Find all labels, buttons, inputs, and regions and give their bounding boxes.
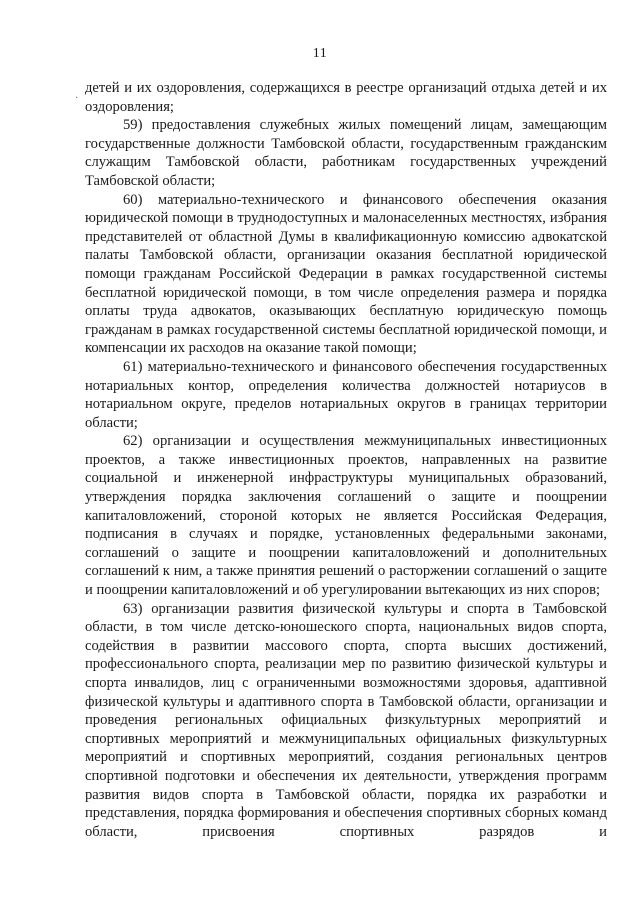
list-item-60: 60) материально-технического и финансового обеспечения оказания юридической помощи в труднодоступных и малонаселенных местностях, избрания представителей от областной Думы в квалификационную комиссию адвокатской палаты Тамбовской области, организации оказания бесплатной юридической помощи гражданам Российской Федерации в рамках государственной системы бесплатной юридической помощи, в том числе определения размера и порядка оплаты труда адвокатов, оказывающих бесплатную юридическую помощь гражданам в рамках государственной системы бесплатной юридической помощи, и компенсации их расходов на оказание такой помощи; [85, 191, 607, 357]
list-item-59: 59) предоставления служебных жилых помещений лицам, замещающим государственные должности Тамбовской области, государственным гражданским служащим Тамбовской области, работникам государственных учреждений Тамбовской области; [85, 117, 607, 189]
list-item-61: 61) материально-технического и финансового обеспечения государственных нотариальных контор, определения количества должностей нотариусов в нотариальном округе, пределов нотариальных округов в границах территории области; [85, 358, 607, 431]
list-item-63: 63) организации развития физической культуры и спорта в Тамбовской области, в том числе детско-юношеского спорта, национальных видов спорта, содействия в развитии массового спорта, спорта высших достижений, профессионального спорта, реализации мер по развитию физической культуры и спорта инвалидов, лиц с ограниченными возможностями здоровья, адаптивной физической культуры и адаптивного спорта в Тамбовской области, организации и проведения региональных официальных физкультурных мероприятий и спортивных мероприятий и межмуниципальных официальных физкультурных мероприятий и спортивных мероприятий, создания региональных центров спортивной подготовки и обеспечения их деятельности, утверждения программ развития видов спорта в Тамбовской области, порядка их разработки и представления, порядка формирования и обеспечения спортивных сборных команд области, присвоения спортивных разрядов и [85, 600, 607, 840]
list-item-62: 62) организации и осуществления межмуниципальных инвестиционных проектов, а также инвестиционных проектов, направленных на развитие социальной и инженерной инфраструктуры муниципальных образований, утверждения порядка заключения соглашений о защите и поощрении капиталовложений, стороной которых не является Российская Федерация, подписания в случаях и порядке, установленных федеральными законами, соглашений о защите и поощрении капиталовложений и дополнительных соглашений к ним, а также принятия решений о расторжении соглашений о защите и поощрении капиталовложений и об урегулировании вытекающих из них споров; [85, 433, 607, 599]
paragraph-continuation: детей и их оздоровления, содержащихся в реестре организаций отдыха детей и их оздоровления; [85, 80, 607, 115]
page-number: 11 [312, 46, 328, 61]
margin-mark: · [75, 93, 79, 104]
document-body [85, 79, 607, 841]
